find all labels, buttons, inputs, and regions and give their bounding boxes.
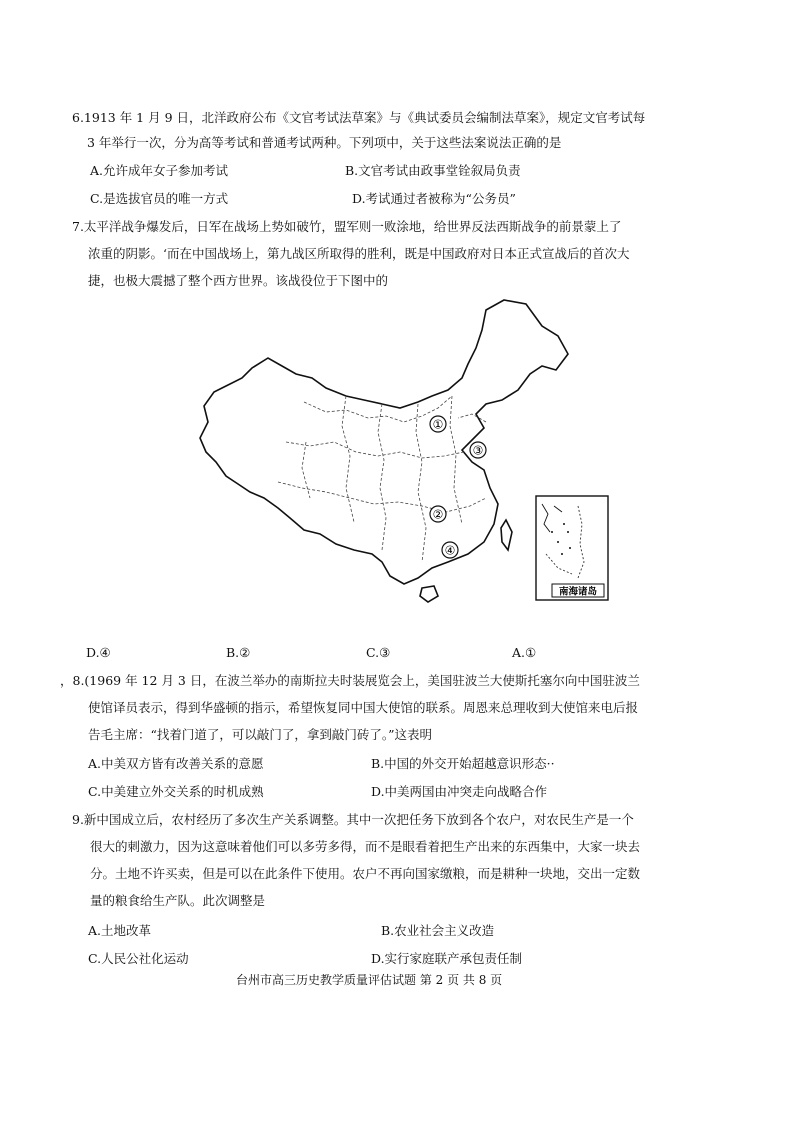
q8-option-b: B.中国的外交开始超越意识形态·· — [371, 756, 555, 771]
marker-4-label: ④ — [444, 543, 456, 558]
q9-option-a: A.土地改革 — [88, 923, 152, 938]
q8-option-a: A.中美双方皆有改善关系的意愿 — [88, 756, 264, 771]
q6-option-d: D.考试通过者被称为“公务员” — [352, 191, 516, 206]
q7-line-2: 浓重的阴影。‘而在中国战场上，第九战区所取得的胜利，既是中国政府对日本正式宣战后的首次大 — [88, 246, 630, 261]
marker-2 — [430, 506, 446, 522]
china-outline — [200, 300, 568, 602]
china-map — [186, 292, 616, 612]
q7-line-3: 捷，也极大震撼了整个西方世界。该战役位于下图中的 — [88, 273, 389, 288]
q7-option-a: A.① — [512, 645, 537, 660]
q8-line-1: ，8.(1969 年 12 月 3 日，在波兰举办的南斯拉夫时装展览会上，美国驻波兰大使斯托塞尔向中国驻波兰 — [60, 673, 640, 688]
q9-option-c: C.人民公社化运动 — [88, 951, 189, 966]
marker-3 — [470, 442, 486, 458]
marker-1-label: ① — [432, 417, 444, 432]
q9-option-b: B.农业社会主义改造 — [381, 923, 495, 938]
q6-option-a: A.允许成年女子参加考试 — [90, 163, 229, 178]
marker-3-label: ③ — [472, 443, 484, 458]
q6-line-1: 6.1913 年 1 月 9 日，北洋政府公布《文官考试法草案》与《典试委员会编制法草案》，规定文官考试每 — [72, 110, 646, 125]
marker-4 — [442, 542, 458, 558]
marker-1 — [430, 416, 446, 432]
q9-option-d: D.实行家庭联产承包责任制 — [371, 951, 523, 966]
q6-option-b: B.文官考试由政事堂铨叙局负责 — [345, 163, 521, 178]
q7-option-b: B.② — [226, 645, 251, 660]
q8-option-d: D.中美两国由冲突走向战略合作 — [371, 784, 548, 799]
q7-option-c: C.③ — [366, 645, 391, 660]
q9-line-3: 分。土地不许买卖，但是可以在此条件下使用。农户不再向国家缴粮，而是耕种一块地，交出一定数 — [90, 866, 641, 881]
page-footer: 台州市高三历史教学质量评估试题 第 2 页 共 8 页 — [236, 973, 503, 987]
q6-line-2: 3 年举行一次，分为高等考试和普通考试两种。下列项中，关于这些法案说法正确的是 — [87, 135, 562, 150]
q9-line-2: 很大的刺激力，因为这意味着他们可以多劳多得，而不是眼看着把生产出来的东西集中，大家一块去 — [90, 839, 641, 854]
q9-line-1: 9.新中国成立后，农村经历了多次生产关系调整。其中一次把任务下放到各个农户，对农民生产是一个 — [72, 812, 634, 827]
south-china-sea-inset — [536, 496, 608, 600]
q7-option-d: D.④ — [86, 645, 111, 660]
q8-line-3: 告毛主席：“找着门道了，可以敲门了，拿到敲门砖了。”这表明 — [88, 727, 433, 742]
q8-line-2: 使馆译员表示，得到华盛顿的指示，希望恢复同中国大使馆的联系。周恩来总理收到大使馆来电后报 — [88, 700, 639, 715]
marker-2-label: ② — [432, 507, 444, 522]
q6-option-c: C.是选拔官员的唯一方式 — [90, 191, 229, 206]
inset-label: 南海诸岛 — [558, 586, 598, 598]
q7-line-1: 7.太平洋战争爆发后，日军在战场上势如破竹，盟军则一败涂地，给世界反法西斯战争的前景蒙上了 — [72, 219, 622, 234]
q9-line-4: 量的粮食给生产队。此次调整是 — [90, 893, 266, 908]
province-borders — [278, 396, 486, 562]
q8-option-c: C.中美建立外交关系的时机成熟 — [88, 784, 264, 799]
map-markers — [430, 416, 486, 558]
